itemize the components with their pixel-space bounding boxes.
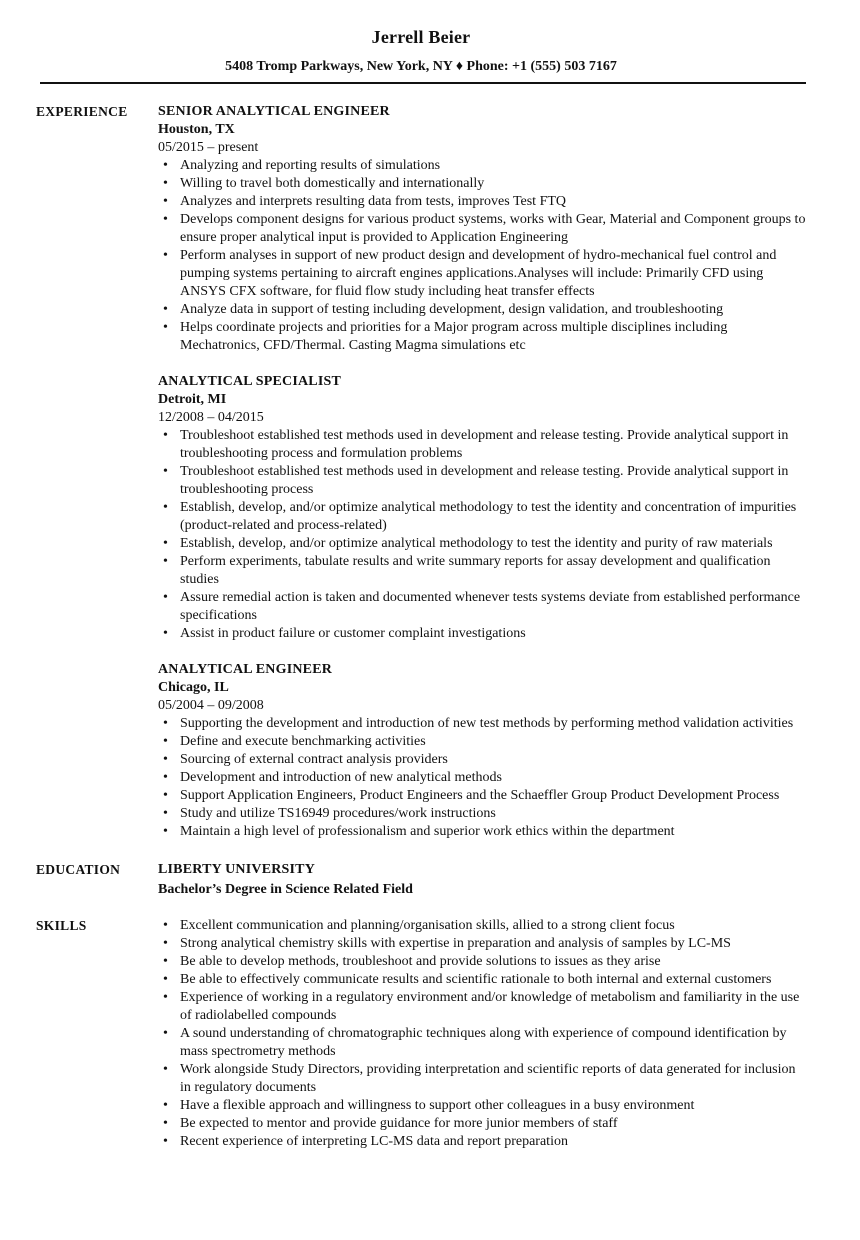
job-bullet: • Troubleshoot established test methods used in development and release testing. Provide analytical support in troubleshooting process and formulation problems bbox=[158, 427, 806, 463]
experience-section bbox=[36, 103, 806, 841]
job-bullet: • Willing to travel both domestically and internationally bbox=[158, 175, 806, 193]
skill-bullet: • Work alongside Study Directors, providing interpretation and scientific reports of data generated for inclusion in regulatory documents bbox=[158, 1061, 806, 1097]
job-title: ANALYTICAL ENGINEER bbox=[158, 662, 333, 677]
job-bullet: • Supporting the development and introduction of new test methods by performing method validation activities bbox=[158, 715, 806, 733]
job-bullet: • Analyze data in support of testing including development, design validation, and troubleshooting bbox=[158, 301, 806, 319]
job-bullet: • Assure remedial action is taken and documented whenever tests systems deviate from established performance specifications bbox=[158, 589, 806, 625]
job-bullet: • Development and introduction of new analytical methods bbox=[158, 769, 806, 787]
job-bullets bbox=[158, 157, 806, 355]
school-name: LIBERTY UNIVERSITY bbox=[158, 862, 316, 877]
experience-heading: EXPERIENCE bbox=[36, 104, 128, 119]
contact-line: 5408 Tromp Parkways, New York, NY ♦ Phone: +1 (555) 503 7167 bbox=[225, 59, 617, 74]
job-title: ANALYTICAL SPECIALIST bbox=[158, 374, 342, 389]
job-bullet: • Develops component designs for various product systems, works with Gear, Material and Component groups to ensure proper analytical input is provided to Application Engineering bbox=[158, 211, 806, 247]
job-bullet: • Analyzes and interprets resulting data from tests, improves Test FTQ bbox=[158, 193, 806, 211]
education-body bbox=[158, 861, 806, 899]
education-heading: EDUCATION bbox=[36, 862, 121, 877]
job-location: Houston, TX bbox=[158, 122, 235, 137]
header-divider bbox=[40, 82, 806, 84]
job-bullet: • Define and execute benchmarking activities bbox=[158, 733, 806, 751]
resume-header bbox=[36, 0, 806, 84]
job-entry bbox=[158, 103, 806, 355]
job-bullet: • Support Application Engineers, Product Engineers and the Schaeffler Group Product Development Process bbox=[158, 787, 806, 805]
skill-bullet: • Excellent communication and planning/organisation skills, allied to a strong client focus bbox=[158, 917, 806, 935]
skills-body bbox=[158, 917, 806, 1151]
skill-bullet: • Recent experience of interpreting LC-MS data and report preparation bbox=[158, 1133, 806, 1151]
skill-bullet: • Be able to develop methods, troubleshoot and provide solutions to issues as they arise bbox=[158, 953, 806, 971]
education-section bbox=[36, 861, 806, 899]
job-bullet: • Troubleshoot established test methods used in development and release testing. Provide analytical support in troubleshooting process bbox=[158, 463, 806, 499]
job-bullet: • Establish, develop, and/or optimize analytical methodology to test the identity and purity of raw materials bbox=[158, 535, 806, 553]
degree-name: Bachelor’s Degree in Science Related Field bbox=[158, 882, 413, 897]
job-bullet: • Helps coordinate projects and priorities for a Major program across multiple disciplines including Mechatronics, CFD/Thermal. Casting Magma simulations etc bbox=[158, 319, 806, 355]
job-location: Chicago, IL bbox=[158, 680, 229, 695]
job-entry bbox=[158, 373, 806, 643]
experience-body bbox=[158, 103, 806, 841]
skill-bullet: • Have a flexible approach and willingness to support other colleagues in a busy environment bbox=[158, 1097, 806, 1115]
skill-bullet: • Experience of working in a regulatory environment and/or knowledge of metabolism and familiarity in the use of radiolabelled compounds bbox=[158, 989, 806, 1025]
job-bullet: • Establish, develop, and/or optimize analytical methodology to test the identity and concentration of impurities (product-related and process-related) bbox=[158, 499, 806, 535]
job-bullet: • Study and utilize TS16949 procedures/work instructions bbox=[158, 805, 806, 823]
job-bullet: • Sourcing of external contract analysis providers bbox=[158, 751, 806, 769]
job-bullet: • Assist in product failure or customer complaint investigations bbox=[158, 625, 806, 643]
job-bullets bbox=[158, 427, 806, 643]
skill-bullet: • A sound understanding of chromatographic techniques along with experience of compound identification by mass spectrometry methods bbox=[158, 1025, 806, 1061]
skills-heading: SKILLS bbox=[36, 918, 87, 933]
skills-bullets bbox=[158, 917, 806, 1151]
job-bullet: • Perform analyses in support of new product design and development of hydro-mechanical fuel control and pumping systems pertaining to aircraft engines applications.Analyses will include: Primarily CFD using ANSYS CFX software, for fluid flow study including heat transfer effects bbox=[158, 247, 806, 301]
job-dates: 05/2015 – present bbox=[158, 140, 259, 155]
job-dates: 12/2008 – 04/2015 bbox=[158, 410, 264, 425]
job-dates: 05/2004 – 09/2008 bbox=[158, 698, 264, 713]
skill-bullet: • Strong analytical chemistry skills with expertise in preparation and analysis of samples by LC-MS bbox=[158, 935, 806, 953]
skill-bullet: • Be expected to mentor and provide guidance for more junior members of staff bbox=[158, 1115, 806, 1133]
job-bullet: • Maintain a high level of professionalism and superior work ethics within the department bbox=[158, 823, 806, 841]
skill-bullet: • Be able to effectively communicate results and scientific rationale to both internal and external customers bbox=[158, 971, 806, 989]
skills-section bbox=[36, 917, 806, 1151]
job-bullet: • Analyzing and reporting results of simulations bbox=[158, 157, 806, 175]
job-entry bbox=[158, 661, 806, 841]
job-bullet: • Perform experiments, tabulate results and write summary reports for assay development and qualification studies bbox=[158, 553, 806, 589]
candidate-name: Jerrell Beier bbox=[371, 27, 471, 47]
job-title: SENIOR ANALYTICAL ENGINEER bbox=[158, 104, 390, 119]
job-location: Detroit, MI bbox=[158, 392, 227, 407]
job-bullets bbox=[158, 715, 806, 841]
